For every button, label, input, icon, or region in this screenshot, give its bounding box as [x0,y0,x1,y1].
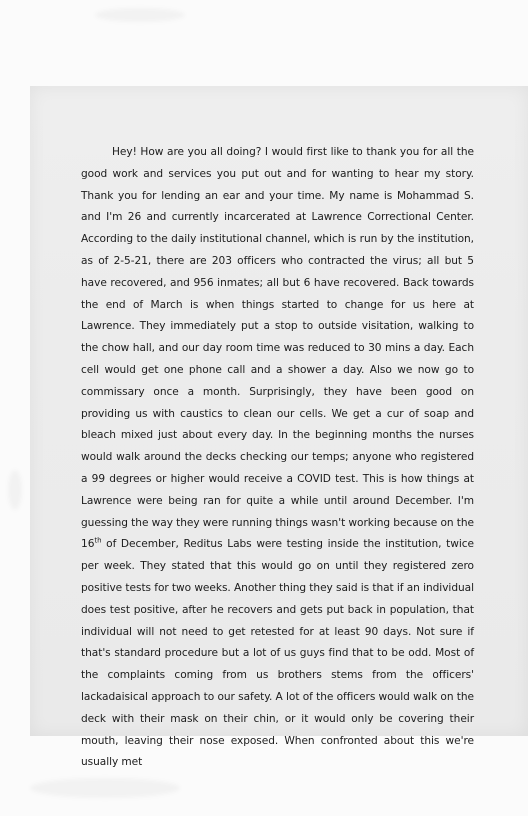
letter-paragraph [81,142,474,774]
ordinal-suffix: th [94,536,102,545]
letter-text-part2: of December, Reditus Labs were testing inside the institution, twice per week. They stated that this would go on until they registered zero positive tests for two weeks. Another thing they said is that if an individual does test positive, after he recovers and gets put back in population, that individual will not need to get retested for at least 90 days. Not sure if that's standard procedure but a lot of us guys find that to be odd. Most of the complaints coming from us brothers stems from the officers' lackadaisical approach to our safety. A lot of the officers would walk on the deck with their mask on their chin, or it would only be covering their mouth, leaving their nose exposed. When confronted about this we're usually met [81,538,474,769]
scan-smudge [95,8,185,22]
scan-smudge [8,470,22,510]
letter-text-part1: Hey! How are you all doing? I would first like to thank you for all the good work and services you put out and for wanting to hear my story. Thank you for lending an ear and your time. My name is Mohammad S. and I'm 26 and currently incarcerated at Lawrence Correctional Center. According to the daily institutional channel, which is run by the institution, as of 2-5-21, there are 203 officers who contracted the virus; all but 5 have recovered, and 956 inmates; all but 6 have recovered. Back towards the end of March is when things started to change for us here at Lawrence. They immediately put a stop to outside visitation, walking to the chow hall, and our day room time was reduced to 30 mins a day. Each cell would get one phone call and a shower a day. Also we now go to commissary once a month. Surprisingly, they have been good on providing us with caustics to clean our cells. We get a cur of soap and bleach mixed just about every day. In the beginning months the nurses would walk around the decks checking our temps; anyone who registered a 99 degrees or higher would receive a COVID test. This is how things at Lawrence were being ran for quite a while until around December. I'm guessing the way they were running things wasn't working because on the 16 [81,146,474,551]
scan-smudge [30,778,180,798]
